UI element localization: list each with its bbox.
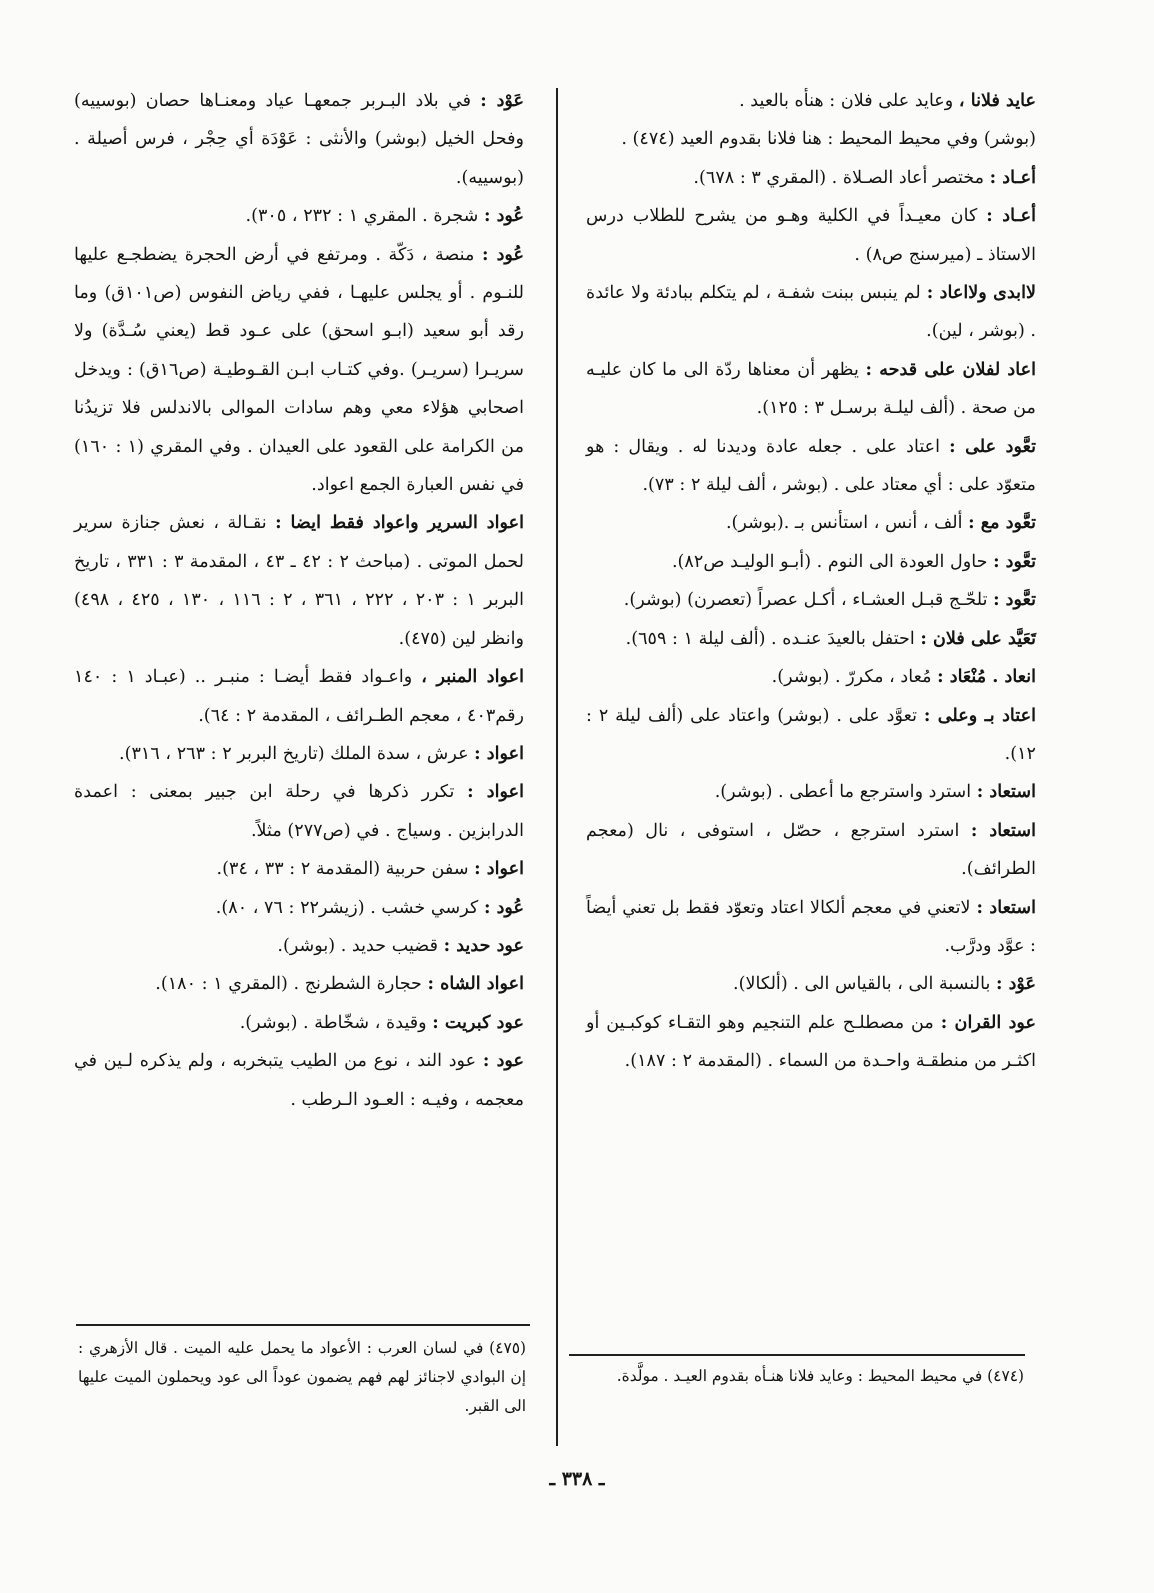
entry-text: مختصر أعاد الصـلاة . (المقري ٣ : ٦٧٨). [693, 167, 990, 188]
entry-text: بالنسبة الى ، بالقياس الى . (ألكالا). [733, 974, 996, 995]
entry-headword: عود حديد : [443, 934, 524, 956]
entry-text: عود الند ، نوع من الطيب يتبخربه ، ولم يذكره لـين في معجمه ، وفيـه : العـود الـرطب . [74, 1051, 524, 1110]
dictionary-entry [586, 697, 1036, 774]
dictionary-entry [586, 197, 1036, 274]
entry-headword: استعاد : [970, 819, 1036, 841]
page-number: ـ ٣٣٨ ـ [549, 1468, 605, 1490]
entry-headword: عُود : [483, 205, 524, 227]
entry-text: تعوَّد على . (بوشر) واعتاد على (ألف ليلة ٢ : ١٢). [586, 705, 1036, 764]
entry-text: كرسي خشب . (زيشر٢٢ : ٧٦ ، ٨٠). [215, 897, 484, 918]
entry-text: من مصطلـح علم التنجيم وهو التقـاء كوكبـين أو اكثـر من منطقـة واحـدة من السماء . (المقدمة ٢ : ١٨٧). [586, 1012, 1036, 1072]
entry-headword: استعاد : [976, 781, 1036, 803]
entry-text: كان معيـداً في الكلية وهـو من يشرح للطلاب درس الاستاذ ـ (ميرسنج ص٨) . [586, 206, 1036, 265]
entry-headword: عَوْد : [995, 973, 1036, 995]
entry-text: في بلاد البـربر جمعهـا عياد ومعنـاها حصان (بوسييه) وفحل الخيل (بوشر) والأنثى : عَوْدَة أي حِجْر ، فرس أصيلة . (بوسييه). [74, 91, 524, 188]
dictionary-entry [74, 236, 524, 505]
entry-headword: تعَّود : [993, 589, 1036, 611]
entry-headword: اعواد : [474, 742, 524, 764]
entry-text: نقـالة ، نعش جنازة سرير لحمل الموتى . (مباحث ٢ : ٤٢ ـ ٤٣ ، المقدمة ٣ : ٣٣١ ، تاريخ البربر ١ : ٢٠٣ ، ٢٢٢ ، ٣٦١ ، ٢ : ١١٦ ، ١٣٠ ، ٤٢٥ ، ٤٩٨) وانظر لين (٤٧٥). [74, 513, 525, 649]
dictionary-entry [74, 889, 524, 927]
entry-text: حجارة الشطرنج . (المقري ١ : ١٨٠). [155, 974, 428, 995]
dictionary-entry [586, 620, 1036, 658]
entry-headword: عُود : [483, 896, 524, 918]
entry-headword: عود كبريت : [432, 1011, 524, 1033]
dictionary-entry [74, 773, 524, 850]
entry-text: عرش ، سدة الملك (تاريخ البربر ٢ : ٢٦٣ ، ٣١٦). [119, 743, 475, 764]
dictionary-entry [586, 543, 1036, 581]
entry-text: منصة ، دَكّة . ومرتفع في أرض الحجرة يضطجـع عليها للنـوم . أو يجلس عليهـا ، ففي رياض النفوس (ص١٠١ق) وما رقد أبو سعيد (ابـو اسحق) على عـود قط (يعني سُـدَّة) ولا سريـرا (سريـر) .وفي كتـاب ابـن القـوطيـة (ص١٦ق) : ويدخل اصحابي هؤلاء معي وهم سادات الموالى بالاندلس فلا تزيدُنا من الكرامة على القعود على العيدان . وفي المقري (١ : ١٦٠) في نفس العبارة الجمع اعواد. [74, 244, 525, 496]
entry-headword: اعواد : [467, 781, 524, 803]
dictionary-entry [586, 581, 1036, 619]
entry-headword: عود القران : [940, 1011, 1036, 1033]
entry-text: وعايد على فلان : هنأه بالعيد . [739, 91, 959, 111]
entry-text: اعتاد على . جعله عادة وديدنا له . ويقال : هو متعوّد على : أي معتاد على . (بوشر ، ألف ليلة ٢ : ٧٣). [586, 436, 1036, 496]
entry-text: مُعاد ، مكررّ . (بوشر). [771, 667, 938, 688]
dictionary-entry [74, 658, 524, 735]
entry-headword: تعَّود على : [949, 435, 1036, 457]
entry-text: احتفل بالعيدَ عنـده . (ألف ليلة ١ : ٦٥٩). [625, 628, 921, 649]
dictionary-entry [74, 1042, 524, 1119]
entry-text: حاول العودة الى النوم . (أبـو الوليـد ص٨٢). [671, 551, 994, 572]
entry-headword: تَعَيَّد على فلان : [920, 627, 1036, 649]
footnote-divider-right [569, 1354, 1025, 1356]
entry-text: (بوشر) وفي محيط المحيط : هنا فلانا بقدوم العيد (٤٧٤) . [621, 129, 1036, 150]
entry-text: سفن حربية (المقدمة ٢ : ٣٣ ، ٣٤). [216, 859, 475, 880]
dictionary-entry [74, 82, 524, 197]
dictionary-entry [586, 120, 1036, 158]
entry-headword: عايد فلانا ، [958, 90, 1036, 111]
dictionary-entry [586, 965, 1036, 1003]
entry-text: واعـواد فقط أيضـا : منبـر .. (عبـاد ١ : ١٤٠ رقم٤٠٣ ، معجم الطـرائف ، المقدمة ٢ : ٦٤). [74, 667, 524, 726]
dictionary-entry [586, 773, 1036, 811]
entry-headword: تعَّود مع : [968, 512, 1036, 534]
entry-headword: اعاد لفلان على قدحه : [865, 358, 1036, 380]
entry-headword: عَوْد : [480, 90, 524, 111]
entry-headword: لاابدى ولااعاد : [926, 282, 1036, 304]
footnote-474: (٤٧٤) في محيط المحيط : وعايد فلانا هنـأه بقدوم العيـد . مولَّدة. [616, 1367, 1024, 1385]
dictionary-entry [586, 159, 1036, 197]
dictionary-entry [74, 197, 524, 235]
right-column [586, 82, 1036, 1081]
entry-text: استرد واسترجع ما أعطى . (بوشر). [714, 782, 977, 803]
entry-text: لاتعني في معجم ألكالا اعتاد وتعوّد فقط بل تعني أيضاً : عوَّد ودرَّب. [586, 897, 1036, 956]
dictionary-entry [586, 351, 1036, 428]
entry-text: ألف ، أنس ، استأنس بـ .(بوشر). [725, 513, 969, 534]
dictionary-entry [586, 428, 1036, 505]
entry-headword: استعاد : [976, 896, 1036, 918]
entry-headword: عود : [482, 1050, 525, 1072]
footnote-divider-left [76, 1324, 530, 1326]
entry-headword: عُود : [481, 243, 525, 265]
dictionary-entry [586, 274, 1036, 351]
entry-text: قضيب حديد . (بوشر). [277, 935, 444, 956]
entry-text: وقيدة ، شخّاطة . (بوشر). [239, 1012, 433, 1033]
entry-text: شجرة . المقري ١ : ٢٣٢ ، ٣٠٥). [245, 206, 484, 227]
footnote-475: (٤٧٥) في لسان العرب : الأعواد ما يحمل عليه الميت . قال الأزهري : إن البوادي لاجنائز لهم فهم يضمون عوداً الى عود ويحملون الميت عليها الى القبر. [78, 1339, 526, 1415]
dictionary-entry [586, 812, 1036, 889]
entry-text: استرد استرجع ، حصّل ، استوفى ، نال (معجم الطرائف). [586, 820, 1036, 880]
dictionary-entry [74, 504, 524, 658]
entry-text: تكرر ذكرها في رحلة ابن جبير بمعنى : اعمدة الدرابزين . وسياج . في (ص٢٧٧) مثلاً. [74, 782, 524, 841]
entry-headword: اعواد الشاه : [427, 973, 524, 995]
dictionary-entry [586, 658, 1036, 696]
dictionary-entry [74, 927, 524, 965]
dictionary-entry [586, 504, 1036, 542]
entry-text: يظهر أن معناها ردّة الى ما كان عليـه من صحة . (ألف ليلـة برسـل ٣ : ١٢٥). [586, 359, 1036, 419]
entry-text: تلحّـج قبـل العشـاء ، أكـل عصراً (تعصرن) (بوشر). [623, 590, 994, 611]
dictionary-entry [74, 965, 524, 1003]
dictionary-entry [586, 82, 1036, 120]
entry-headword: اعواد السرير واعواد فقط ايضا : [275, 512, 524, 534]
dictionary-entry [586, 889, 1036, 966]
dictionary-entry [74, 1004, 524, 1042]
entry-headword: اعواد : [474, 858, 524, 880]
entry-headword: أعـاد : [989, 166, 1036, 188]
column-divider [556, 88, 558, 1446]
dictionary-entry [74, 850, 524, 888]
entry-headword: تعَّود : [993, 550, 1036, 572]
entry-headword: اعتاد بـ وعلى : [923, 704, 1036, 726]
dictionary-entry [74, 735, 524, 773]
entry-headword: أعـاد : [986, 205, 1036, 227]
entry-headword: اعواد المنبر ، [421, 666, 524, 688]
entry-headword: انعاد . مُنْعَاد : [937, 666, 1036, 688]
entry-text: لم ينبس ببنت شفـة ، لم يتكلم ببادئة ولا عائدة . (بوشر ، لين). [586, 283, 1036, 342]
left-column [74, 82, 524, 1119]
dictionary-entry [586, 1004, 1036, 1081]
